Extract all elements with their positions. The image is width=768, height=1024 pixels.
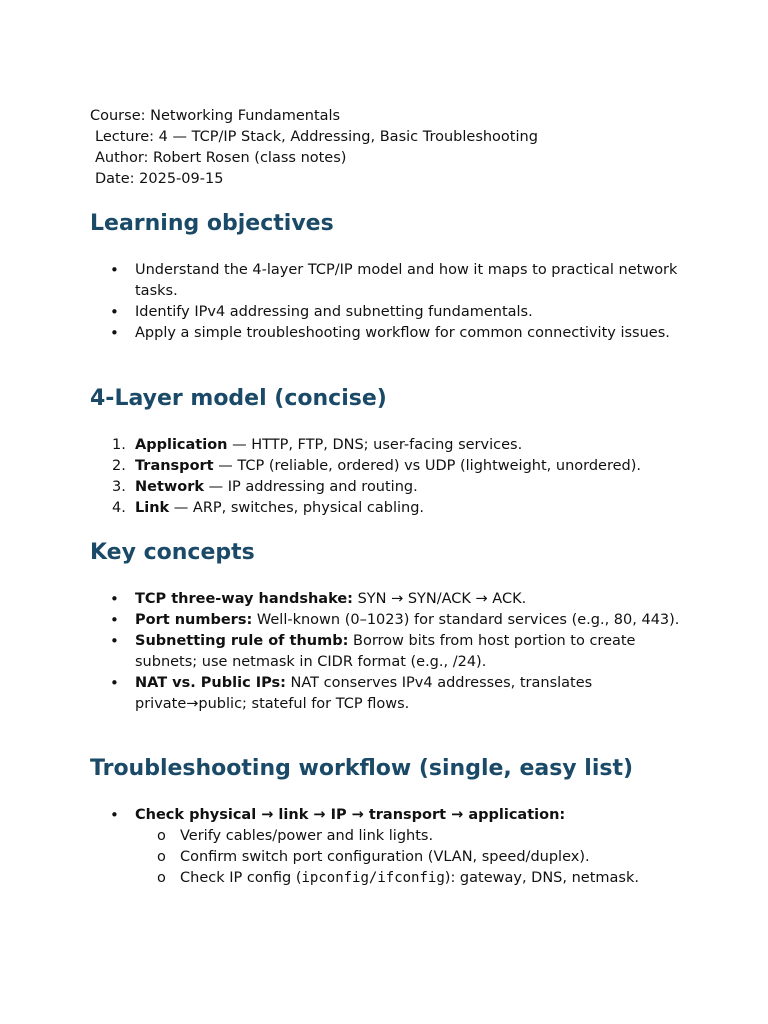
- item-number: 2.: [112, 458, 126, 474]
- item-term: TCP three-way handshake:: [135, 591, 353, 607]
- workflow-substeps: [135, 826, 680, 889]
- list-item: [90, 631, 680, 673]
- workflow-main-step: Check physical → link → IP → transport → application:: [135, 807, 566, 823]
- lecture-metadata: [90, 106, 538, 190]
- item-text: NAT conserves IPv4 addresses, translates private→public; stateful for TCP flows.: [135, 675, 593, 712]
- course-line: Course: Networking Fundamentals: [90, 108, 341, 124]
- list-item: [90, 610, 680, 631]
- item-text: — ARP, switches, physical cabling.: [169, 500, 425, 516]
- command-code: ipconfig/ifconfig: [301, 870, 445, 886]
- model-list: [90, 435, 680, 519]
- item-term: Network: [135, 479, 205, 495]
- lecture-line: Lecture: 4 — TCP/IP Stack, Addressing, Basic Troubleshooting: [95, 129, 538, 145]
- concepts-list: [90, 589, 680, 715]
- item-text-post: ): gateway, DNS, netmask.: [444, 870, 639, 886]
- date-line: Date: 2025-09-15: [95, 171, 224, 187]
- circle-bullet-icon: o: [157, 870, 166, 886]
- concepts-heading: Key concepts: [90, 540, 255, 565]
- item-text: — IP addressing and routing.: [204, 479, 418, 495]
- list-item: [90, 435, 680, 456]
- item-term: Port numbers:: [135, 612, 253, 628]
- item-text: — HTTP, FTP, DNS; user-facing services.: [227, 437, 523, 453]
- list-item: [90, 673, 680, 715]
- sub-list-item: [135, 847, 680, 868]
- list-item: [90, 477, 680, 498]
- sub-list-item: [135, 826, 680, 847]
- item-term: Link: [135, 500, 170, 516]
- list-item: [90, 456, 680, 477]
- item-term: Application: [135, 437, 228, 453]
- item-term: Transport: [135, 458, 214, 474]
- item-number: 1.: [112, 437, 126, 453]
- item-text: Verify cables/power and link lights.: [180, 828, 434, 844]
- circle-bullet-icon: o: [157, 849, 166, 865]
- objectives-list: [90, 260, 680, 344]
- item-text: Confirm switch port configuration (VLAN, speed/duplex).: [180, 849, 590, 865]
- model-heading: 4-Layer model (concise): [90, 386, 387, 411]
- item-text: — TCP (reliable, ordered) vs UDP (lightweight, unordered).: [213, 458, 641, 474]
- circle-bullet-icon: o: [157, 828, 166, 844]
- sub-list-item: [135, 868, 680, 889]
- workflow-heading: Troubleshooting workflow (single, easy list): [90, 756, 634, 781]
- item-text: SYN → SYN/ACK → ACK.: [352, 591, 527, 607]
- item-number: 4.: [112, 500, 126, 516]
- objectives-heading: Learning objectives: [90, 211, 334, 236]
- item-text-pre: Check IP config (: [180, 870, 302, 886]
- item-text: Well-known (0–1023) for standard services (e.g., 80, 443).: [252, 612, 680, 628]
- item-term: Subnetting rule of thumb:: [135, 633, 349, 649]
- author-line: Author: Robert Rosen (class notes): [95, 150, 347, 166]
- list-item: [90, 498, 680, 519]
- list-item: • Understand the 4-layer TCP/IP model and how it maps to practical network tasks.: [90, 260, 680, 302]
- list-item: • Apply a simple troubleshooting workflow for common connectivity issues.: [90, 323, 680, 344]
- list-item: [90, 805, 680, 889]
- item-term: NAT vs. Public IPs:: [135, 675, 286, 691]
- item-number: 3.: [112, 479, 126, 495]
- workflow-list: [90, 805, 680, 889]
- list-item: [90, 589, 680, 610]
- list-item: • Identify IPv4 addressing and subnetting fundamentals.: [90, 302, 680, 323]
- item-text: Borrow bits from host portion to create subnets; use netmask in CIDR format (e.g., /24).: [135, 633, 636, 670]
